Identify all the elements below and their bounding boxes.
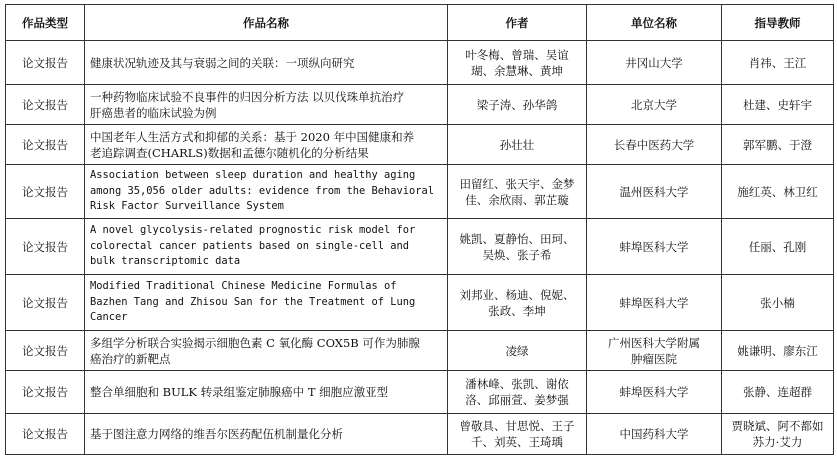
cell-title: 整合单细胞和 BULK 转录组鉴定肺腺癌中 T 细胞应激亚型 (85, 371, 448, 414)
cell-advisors: 肖祎、王江 (722, 41, 834, 85)
cell-advisors: 姚谦明、廖东江 (722, 331, 834, 371)
table-header-row (6, 5, 834, 41)
cell-type: 论文报告 (6, 414, 85, 455)
cell-type: 论文报告 (6, 165, 85, 219)
cell-title: A novel glycolysis-related prognostic risk model for colorectal cancer patients based on single-cell and bulk transcriptomic data (85, 219, 448, 275)
header-advisors: 指导教师 (722, 5, 834, 41)
cell-authors: 孙壮壮 (448, 125, 587, 165)
cell-authors: 梁子涛、孙华鸽 (448, 85, 587, 125)
cell-type: 论文报告 (6, 41, 85, 85)
cell-authors: 凌绿 (448, 331, 587, 371)
header-authors: 作者 (448, 5, 587, 41)
header-work-title: 作品名称 (85, 5, 448, 41)
table-row (6, 414, 834, 455)
cell-unit: 蚌埠医科大学 (587, 275, 722, 331)
cell-unit: 蚌埠医科大学 (587, 371, 722, 414)
table-row (6, 85, 834, 125)
cell-type: 论文报告 (6, 331, 85, 371)
cell-authors: 刘邦业、杨迪、倪妮、 张政、李坤 (448, 275, 587, 331)
table-row (6, 219, 834, 275)
cell-authors: 曾敬具、甘思悦、王子 千、刘英、王琦瑀 (448, 414, 587, 455)
cell-authors: 叶冬梅、曾瑞、吴谊 瑚、余慧琳、黄坤 (448, 41, 587, 85)
cell-advisors: 杜建、史轩宇 (722, 85, 834, 125)
cell-type: 论文报告 (6, 219, 85, 275)
cell-title: Association between sleep duration and healthy aging among 35,056 older adults: evidence from the Behavioral Risk Factor Surveillance System (85, 165, 448, 219)
cell-unit: 蚌埠医科大学 (587, 219, 722, 275)
table-row (6, 331, 834, 371)
cell-title: 健康状况轨迹及其与衰弱之间的关联：一项纵向研究 (85, 41, 448, 85)
table-row (6, 41, 834, 85)
table-row (6, 275, 834, 331)
cell-type: 论文报告 (6, 125, 85, 165)
header-work-type: 作品类型 (6, 5, 85, 41)
awards-table (5, 4, 834, 455)
cell-unit: 北京大学 (587, 85, 722, 125)
cell-authors: 田留红、张天宇、金梦 佳、余欣雨、郭芷璇 (448, 165, 587, 219)
cell-title: 基于图注意力网络的维吾尔医药配伍机制量化分析 (85, 414, 448, 455)
cell-title: 中国老年人生活方式和抑郁的关系：基于 2020 年中国健康和养 老追踪调查(CHARLS)数据和孟德尔随机化的分析结果 (85, 125, 448, 165)
cell-type: 论文报告 (6, 371, 85, 414)
cell-type: 论文报告 (6, 275, 85, 331)
cell-unit: 中国药科大学 (587, 414, 722, 455)
table-row (6, 371, 834, 414)
table-row (6, 125, 834, 165)
cell-advisors: 张静、连超群 (722, 371, 834, 414)
header-unit: 单位名称 (587, 5, 722, 41)
cell-advisors: 张小楠 (722, 275, 834, 331)
cell-advisors: 任丽、孔刚 (722, 219, 834, 275)
cell-advisors: 郭军鹏、于澄 (722, 125, 834, 165)
cell-unit: 广州医科大学附属 肿瘤医院 (587, 331, 722, 371)
cell-advisors: 施红英、林卫红 (722, 165, 834, 219)
cell-advisors: 贾晓斌、阿不都如 苏力·艾力 (722, 414, 834, 455)
cell-unit: 长春中医药大学 (587, 125, 722, 165)
cell-title: 多组学分析联合实验揭示细胞色素 C 氧化酶 COX5B 可作为肺腺 癌治疗的新靶点 (85, 331, 448, 371)
cell-title: Modified Traditional Chinese Medicine Formulas of Bazhen Tang and Zhisou San for the Treatment of Lung Cancer (85, 275, 448, 331)
table-row (6, 165, 834, 219)
cell-authors: 潘林峰、张凯、谢依 洛、邱丽萱、姜梦强 (448, 371, 587, 414)
cell-unit: 温州医科大学 (587, 165, 722, 219)
cell-authors: 姚凯、夏静怡、田珂、 吴焕、张子希 (448, 219, 587, 275)
cell-type: 论文报告 (6, 85, 85, 125)
cell-title: 一种药物临床试验不良事件的归因分析方法 以贝伐珠单抗治疗 肝癌患者的临床试验为例 (85, 85, 448, 125)
cell-unit: 井冈山大学 (587, 41, 722, 85)
